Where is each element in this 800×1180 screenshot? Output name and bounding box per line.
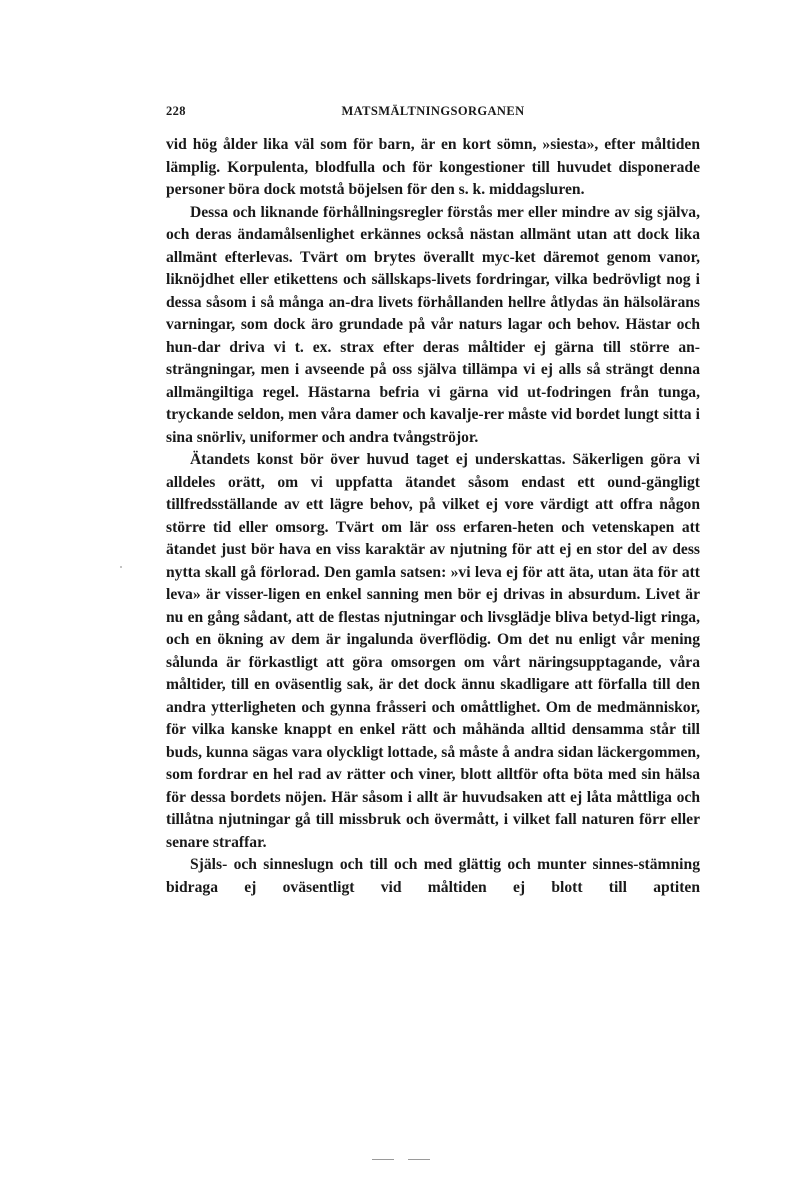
- paragraph-continuation: vid hög ålder lika väl som för barn, är en kort sömn, »siesta», efter måltiden lämplig. Korpulenta, blodfulla och för kongestioner till huvudet disponerade personer böra dock motstå böjelsen för den s. k. middagsluren.: [166, 136, 700, 198]
- running-title: MATSMÄLTNINGSORGANEN: [341, 104, 525, 118]
- paragraph-calm-mind: Själs- och sinneslugn och till och med glättig och munter sinnes-stämning bidraga ej oväsentligt vid måltiden ej blott till aptiten: [166, 856, 700, 896]
- bottom-scan-marks: [372, 1158, 432, 1162]
- running-head: [166, 104, 700, 124]
- paragraph-regulations: Dessa och liknande förhållningsregler förstås mer eller mindre av sig själva, och deras ändamålsenlighet erkännes också nästan allmänt utan att dock lika allmänt efterlevas. Tvärt om brytes överallt myc-ket däremot genom vanor, liknöjdhet eller etikettens och sällskaps-livets fordringar, vilka bedrövligt nog i dessa såsom i så många an-dra livets förhållanden hellre åtlydas än hälsolärans varningar, som dock äro grundade på vår naturs lagar och behov. Hästar och hun-dar driva vi t. ex. strax efter deras måltider ej gärna till större an-strängningar, men i avseende på oss själva tillämpa vi ej alls så strängt denna allmängiltiga regel. Hästarna befria vi gärna vid ut-fodringen från tunga, tryckande seldon, men våra damer och kavalje-rer måste vid bordet lungt sitta i sina snörliv, uniformer och andra tvångströjor.: [166, 203, 700, 446]
- page-number: 228: [166, 104, 186, 118]
- body-text: [166, 134, 700, 899]
- margin-speck: [120, 566, 122, 568]
- paragraph-eating-art: Ätandets konst bör över huvud taget ej underskattas. Säkerligen göra vi alldeles orätt, om vi uppfatta ätandet såsom endast ett ound-gängligt tillfredsställande av ett lägre behov, på vilket ej vore värdigt att offra någon större tid eller omsorg. Tvärt om lär oss erfaren-heten och vetenskapen att ätandet just bör hava en viss karaktär av njutning för att ej en stor del av dess nytta skall gå förlorad. Den gamla satsen: »vi leva ej för att äta, utan äta för att leva» är visser-ligen en enkel sanning men bör ej drivas in absurdum. Livet är nu en gång sådant, att de flestas njutningar och livsglädje bliva betyd-ligt ringa, och en ökning av dem är ingalunda överflödig. Om det nu enligt vår mening sålunda är förkastligt att göra omsorgen om vårt näringsupptagande, våra måltider, till en oväsentlig sak, är det dock ännu skadligare att förfalla till den andra ytterligheten och gynna fråsseri och omåttlighet. Om de medmänniskor, för vilka kanske knappt en enkel rätt och måhända alltid densamma står till buds, kunna sägas vara olyckligt lottade, så måste å andra sidan läckergommen, som fordrar en hel rad av rätter och viner, blott alltför ofta böta med sin hälsa för dessa bordets nöjen. Här såsom i allt är huvudsaken att ej låta måttliga och tillåtna njutningar gå till missbruk och övermått, i vilket fall naturen förr eller senare straffar.: [166, 451, 700, 851]
- book-page: [166, 104, 700, 899]
